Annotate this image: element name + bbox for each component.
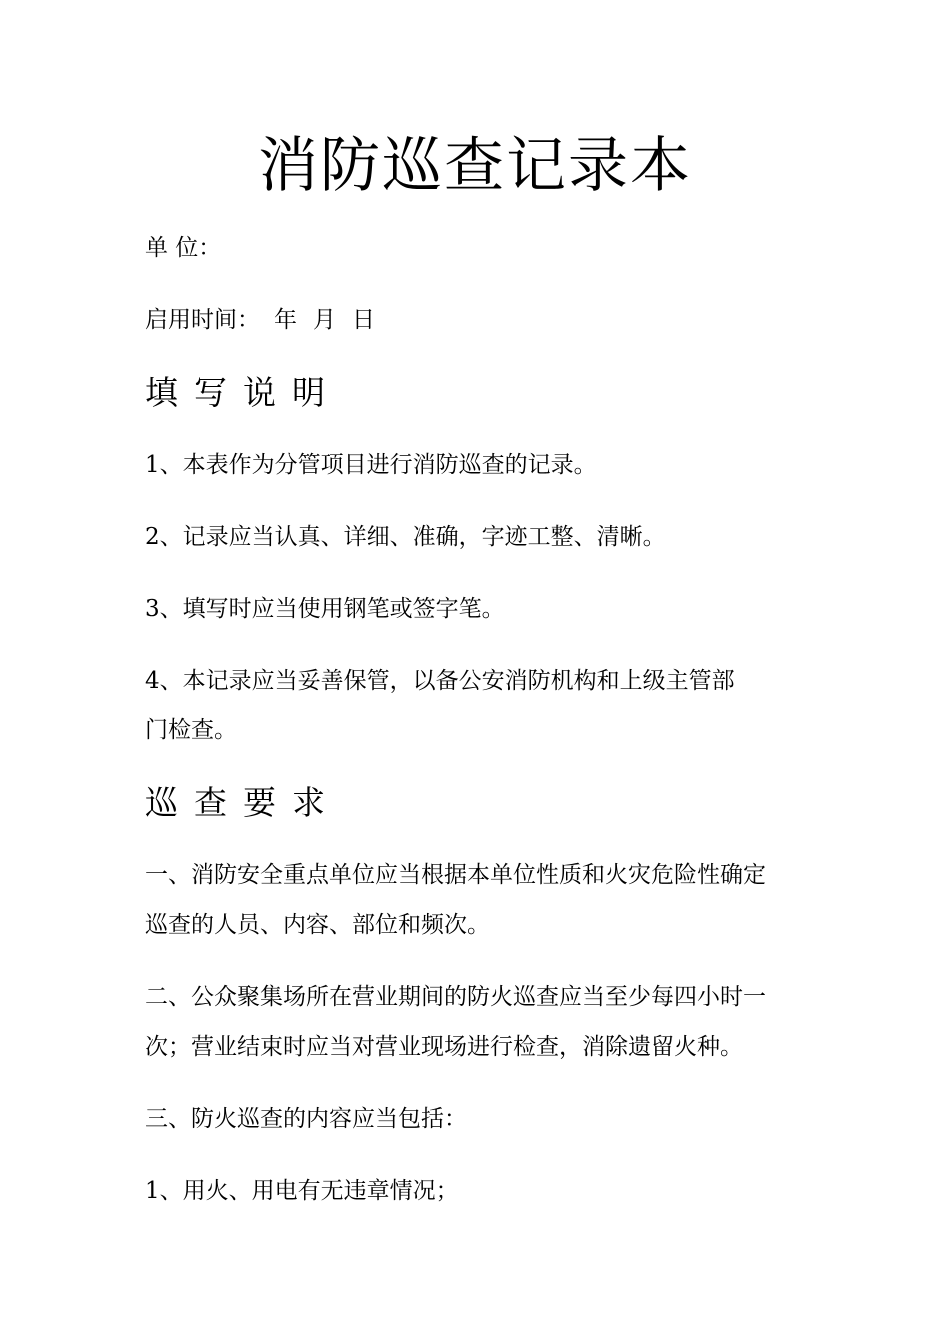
requirements-heading: 巡查要求 [145,783,341,822]
requirement-item: 二、公众聚集场所在营业期间的防火巡查应当至少每四小时一 [145,984,766,1010]
requirement-item: 一、消防安全重点单位应当根据本单位性质和火灾危险性确定 [145,862,766,888]
start-date-month: 月 [313,307,336,333]
requirement-item: 三、防火巡查的内容应当包括： [145,1106,467,1132]
instruction-item: 4、本记录应当妥善保管，以备公安消防机构和上级主管部 [145,668,735,694]
instruction-item: 3、填写时应当使用钢笔或签字笔。 [145,596,505,622]
document-title: 消防巡查记录本 [258,131,692,201]
instruction-item: 1、本表作为分管项目进行消防巡查的记录。 [145,452,597,478]
start-date-day: 日 [352,307,375,333]
instruction-item-continuation: 门检查。 [145,717,237,743]
start-date-year: 年 [274,307,297,333]
instructions-heading: 填写说明 [145,373,341,412]
start-date-label: 启用时间： [145,307,260,333]
instruction-item: 2、记录应当认真、详细、准确，字迹工整、清晰。 [145,524,666,550]
requirement-subitem: 1、用火、用电有无违章情况； [145,1178,459,1204]
unit-label: 单 位： [145,235,222,261]
requirement-item-continuation: 巡查的人员、内容、部位和频次。 [145,912,490,938]
unit-field [145,233,221,263]
start-date-field [145,305,375,335]
requirement-item-continuation: 次；营业结束时应当对营业现场进行检查，消除遗留火种。 [145,1034,743,1060]
